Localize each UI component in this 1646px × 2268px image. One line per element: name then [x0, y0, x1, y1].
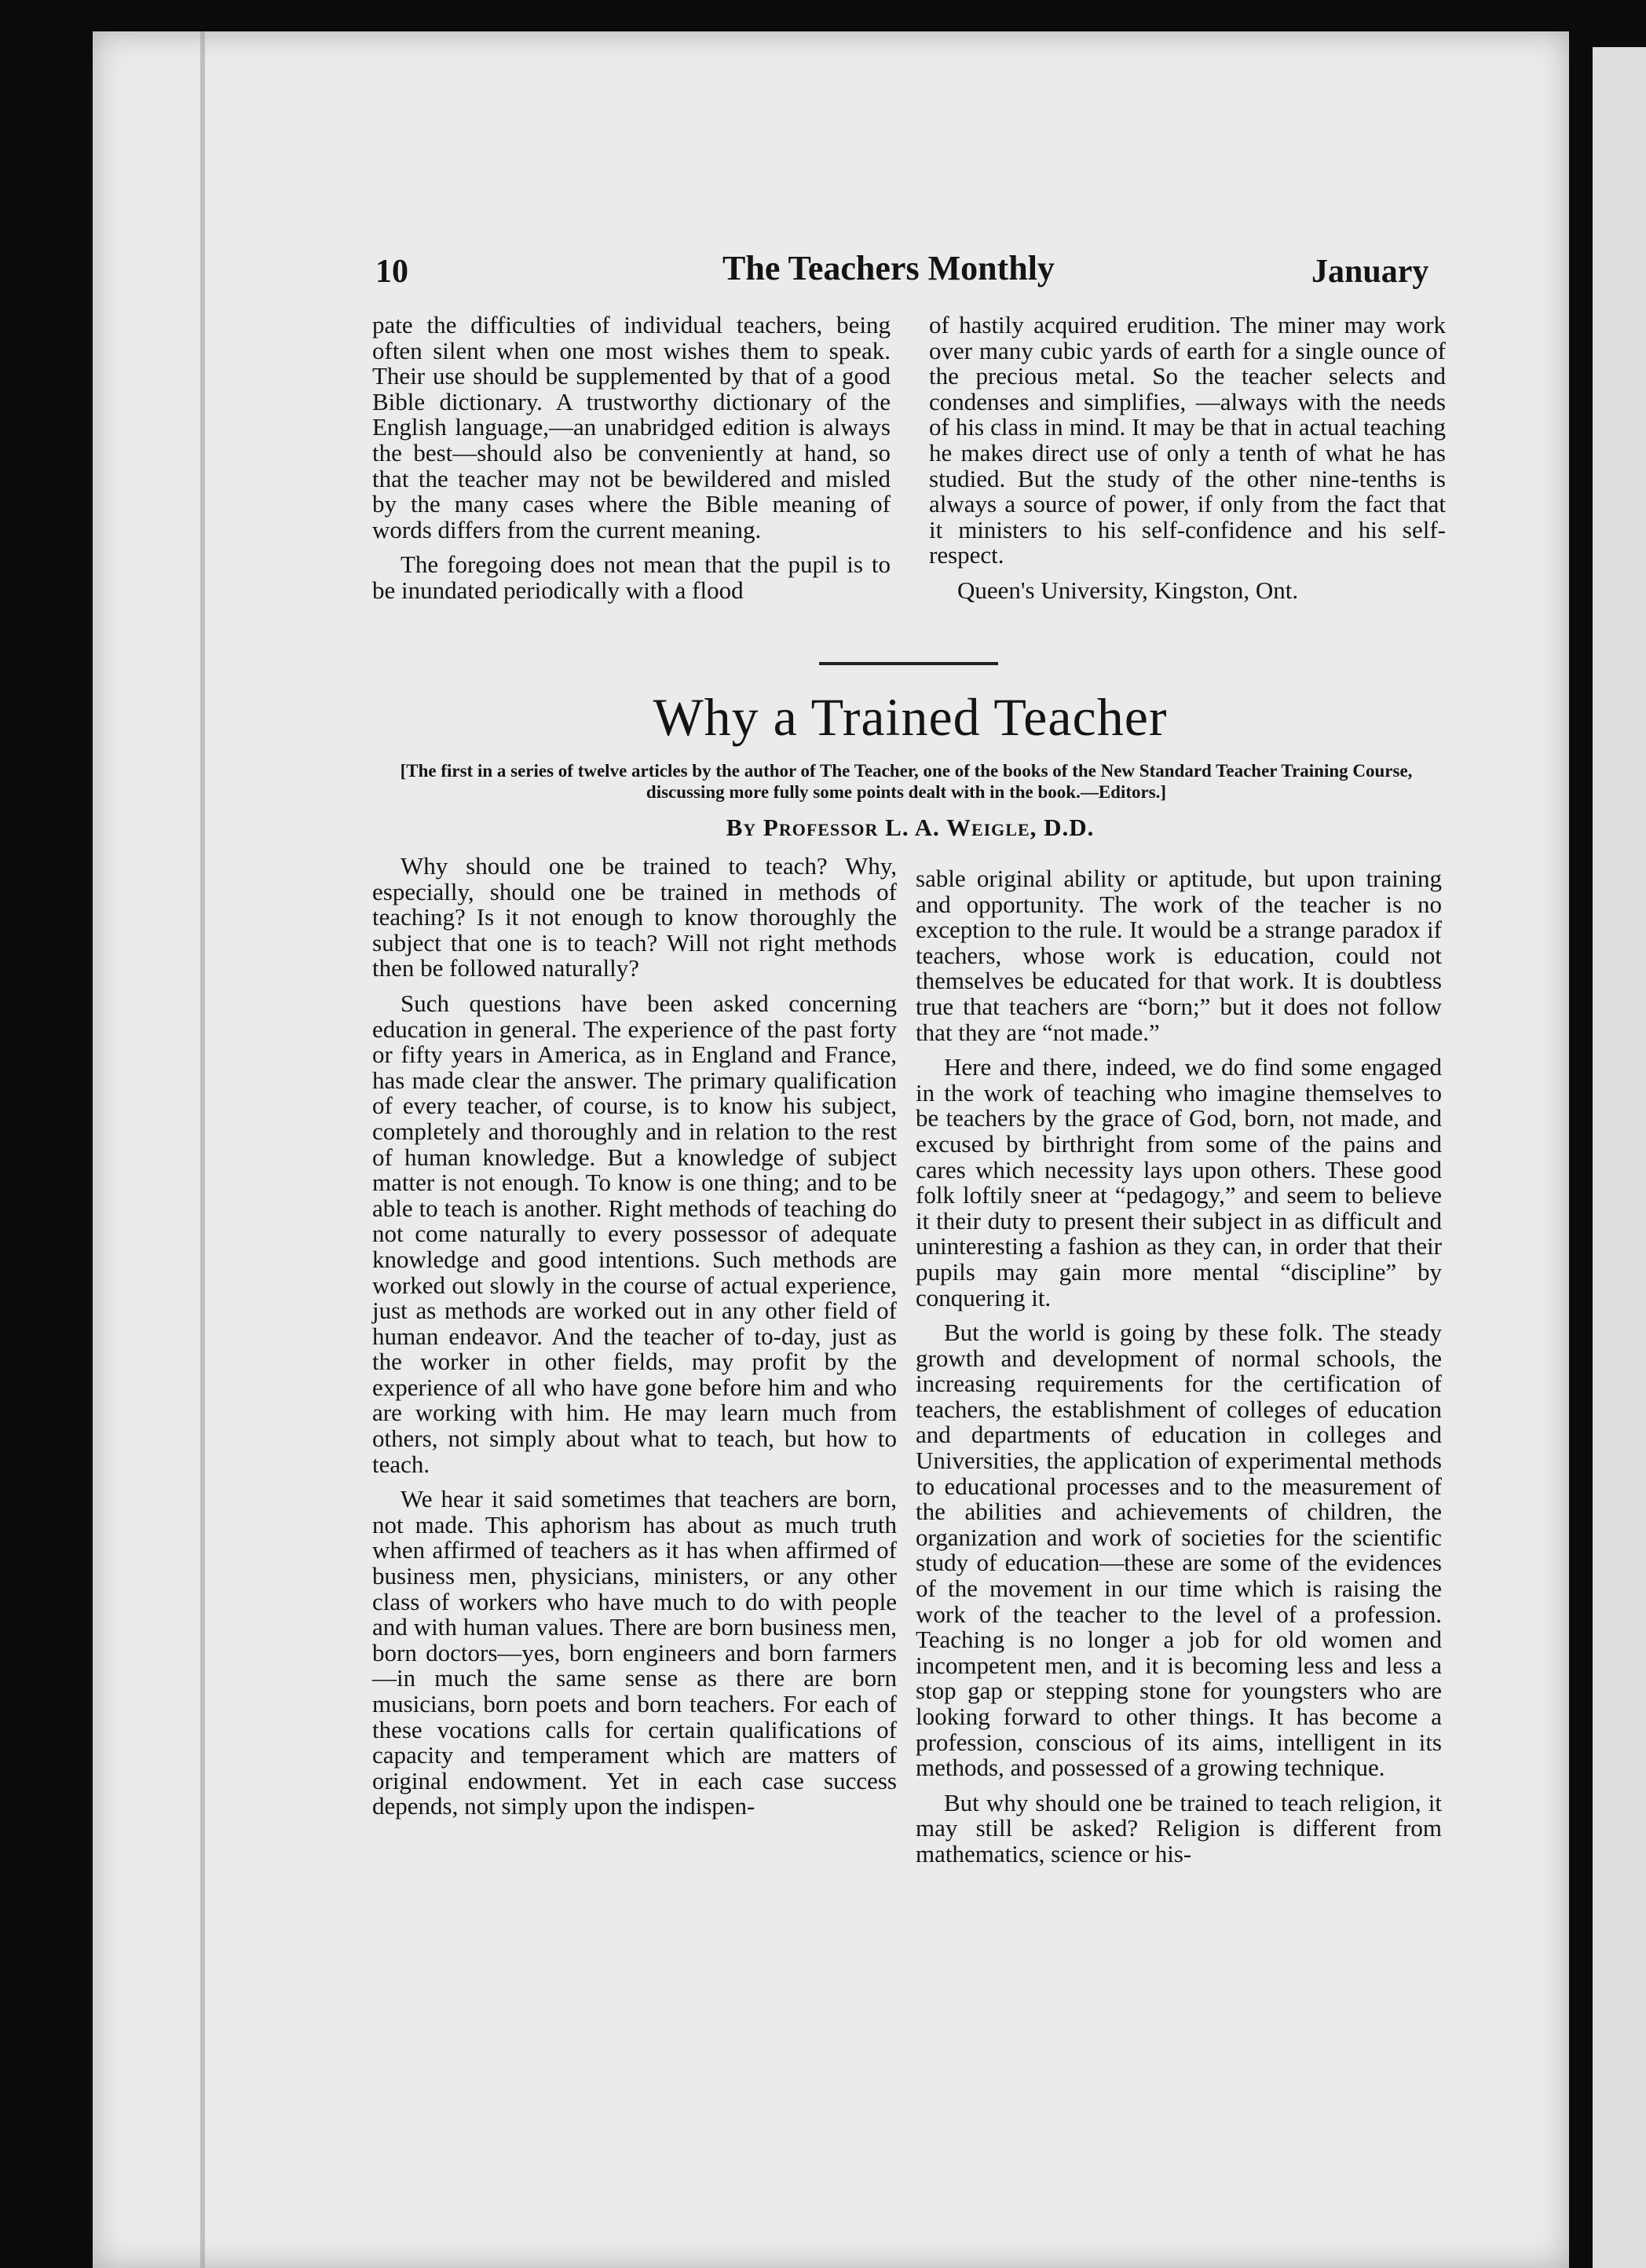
- running-title: The Teachers Monthly: [722, 249, 1055, 287]
- paragraph: pate the difficulties of individual teachers, being often silent when one most wishes them to speak. Their use should be supplemented by that of a good Bible dictionary. A trustworthy dictionary of the English language,—an unabridged edition is always the best—should also be conveniently at hand, so that the teacher may not be bewildered and misled by the many cases where the Bible meaning of words differs from the current meaning.: [372, 311, 891, 543]
- paragraph: We hear it said sometimes that teachers are born, not made. This aphorism has about as much truth when affirmed of teachers as it has when affirmed of business men, physicians, ministers, or any other class of workers who have much to do with people and with human values. There are born business men, born doctors—yes, born engineers and born farmers—in much the same sense as there are born musicians, born poets and born teachers. For each of these vocations calls for certain qualifications of capacity and temperament which are matters of original endowment. Yet in each case success depends, not simply upon the indispen-: [372, 1485, 897, 1820]
- article-left-column: [372, 854, 897, 1820]
- paragraph: The foregoing does not mean that the pupil is to be inundated periodically with a flood: [372, 551, 891, 604]
- article-right-column: [916, 866, 1442, 1867]
- article-title: Why a Trained Teacher: [653, 687, 1168, 747]
- section-divider: [819, 662, 998, 665]
- paragraph: But why should one be trained to teach religion, it may still be asked? Religion is different from mathematics, science or his-: [916, 1788, 1442, 1867]
- byline: By Professor L. A. Weigle, D.D.: [726, 814, 1095, 841]
- previous-article-left-column: [372, 313, 891, 604]
- paragraph: Why should one be trained to teach? Why, especially, should one be trained in methods of teaching? Is it not enough to know thoroughly the subject that one is to teach? Will not right methods then be followed naturally?: [372, 852, 897, 982]
- next-page-edge: [1593, 47, 1646, 2268]
- running-month: January: [1311, 254, 1429, 290]
- paragraph: sable original ability or aptitude, but upon training and opportunity. The work of the teacher is no exception to the rule. It would be a strange paradox if teachers, whose work is education, could not themselves be educated for that work. It is doubtless true that teachers are “born;” but it does not follow that they are “not made.”: [916, 865, 1442, 1046]
- paragraph: But the world is going by these folk. The steady growth and development of normal schools, the increasing requirements for the certification of teachers, the establishment of colleges of education and departments of education in colleges and Universities, the application of experimental methods to educational processes and to the measurement of the abilities and achievements of children, the organization and work of societies for the scientific study of education—these are some of the evidences of the movement in our time which is raising the work of the teacher to the level of a profession. Teaching is no longer a job for old women and incompetent men, and it is becoming less and less a stop gap or stepping stone for youngsters who are looking forward to other things. It has become a profession, conscious of its aims, intelligent in its methods, and possessed of a growing technique.: [916, 1319, 1442, 1782]
- previous-article-right-column: [929, 313, 1446, 604]
- paragraph: Such questions have been asked concerning education in general. The experience of the past forty or fifty years in America, as in England and France, has made clear the answer. The primary qualification of every teacher, of course, is to know his subject, completely and thoroughly and in relation to the rest of human knowledge. But a knowledge of subject matter is not enough. To know is one thing; and to be able to teach is another. Right methods of teaching do not come naturally to every possessor of adequate knowledge and good intentions. Such methods are worked out slowly in the course of actual experience, just as methods are worked out in any other field of human endeavor. And the teacher of to-day, just as the worker in other fields, may profit by the experience of all who have gone before him and who are working with him. He may learn much from others, not simply about what to teach, but how to teach.: [372, 989, 897, 1478]
- page-number: 10: [375, 254, 408, 290]
- editor-note: [The first in a series of twelve articles by the author of The Teacher, one of the books of the New Standard Teacher Training Course, discussing more fully some points dealt with in the book.—Editors.]: [400, 761, 1413, 802]
- page-fold-shadow: [200, 31, 205, 2268]
- article-signoff: Queen's University, Kingston, Ont.: [957, 576, 1299, 604]
- paragraph: of hastily acquired erudition. The miner may work over many cubic yards of earth for a single ounce of the precious metal. So the teacher selects and condenses and simplifies, —always with the needs of his class in mind. It may be that in actual teaching he makes direct use of only a tenth of what he has studied. But the study of the other nine-tenths is always a source of power, if only from the fact that it ministers to his self-confidence and his self-respect.: [929, 311, 1446, 569]
- paragraph: Here and there, indeed, we do find some engaged in the work of teaching who imagine themselves to be teachers by the grace of God, born, not made, and excused by birthright from some of the pains and cares which necessity lays upon others. These good folk loftily sneer at “pedagogy,” and seem to believe it their duty to present their subject in as difficult and uninteresting a fashion as they can, in order that their pupils may gain more mental “discipline” by conquering it.: [916, 1053, 1442, 1311]
